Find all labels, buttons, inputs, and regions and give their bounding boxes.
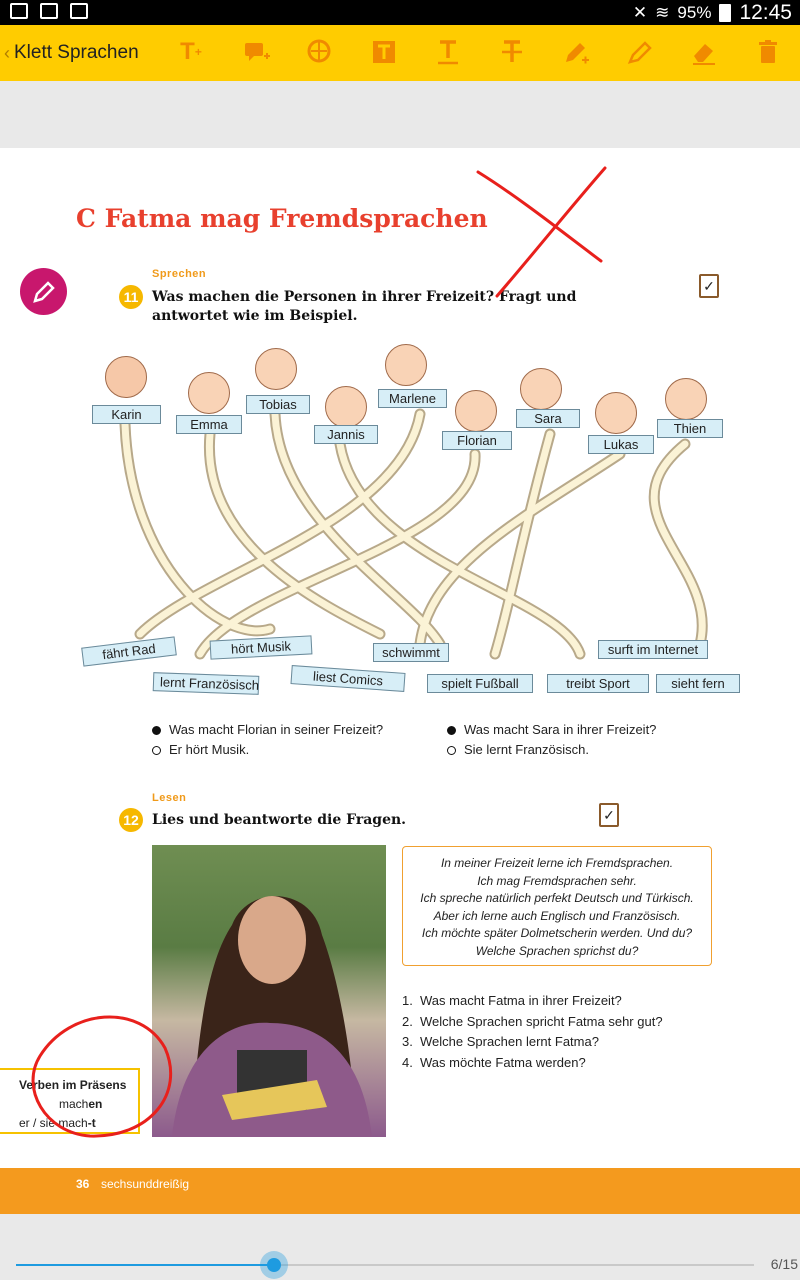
question-item: 3. Welche Sprachen lernt Fatma? [402, 1034, 599, 1049]
add-text-icon[interactable]: T + [180, 38, 202, 65]
mute-icon: ✕ [632, 3, 648, 22]
question-list [402, 991, 663, 1073]
open-bullet-icon [447, 746, 456, 755]
exercise-instruction: Was machen die Personen in ihrer Freizeit? Fragt und antwortet wie im Beispiel. [152, 289, 577, 324]
name-label-marlene: Marlene [378, 389, 447, 408]
underline-text-icon[interactable] [434, 38, 462, 66]
add-pen-icon[interactable] [562, 38, 590, 66]
dialog-answer: Er hört Musik. [169, 742, 250, 757]
add-comment-icon[interactable] [242, 38, 270, 66]
filled-bullet-icon [152, 726, 161, 735]
activity-faehrt-rad: fährt Rad [81, 636, 177, 666]
checklist-icon[interactable]: ✓ [599, 803, 619, 827]
example-dialog-sara [447, 720, 656, 760]
activity-lernt-franzoesisch: lernt Französisch [153, 672, 260, 695]
speech-line: Ich spreche natürlich perfekt Deutsch und Türkisch. [420, 891, 694, 905]
matching-illustration [80, 344, 740, 704]
annotation-toolbar [0, 25, 800, 81]
question-item: 1. Was macht Fatma in ihrer Freizeit? [402, 993, 622, 1008]
text-box-icon[interactable] [370, 38, 398, 66]
karin-face [105, 356, 147, 398]
exercise-instruction: Lies und beantworte die Fragen. [152, 812, 407, 828]
dialog-question: Was macht Sara in ihrer Freizeit? [464, 722, 657, 737]
activity-hoert-musik: hört Musik [210, 635, 313, 659]
speech-line: Welche Sprachen sprichst du? [475, 943, 639, 958]
page-slider-fill [16, 1264, 274, 1266]
activity-surft-im-internet: surft im Internet [598, 640, 708, 659]
example-dialog-florian [152, 720, 383, 760]
link-icon[interactable] [306, 38, 334, 66]
name-label-lukas: Lukas [588, 435, 654, 454]
speech-line: In meiner Freizeit lerne ich Fremdsprachen. [440, 856, 674, 870]
book-page[interactable] [0, 148, 800, 1214]
clipboard-notification-icon [70, 3, 88, 19]
speech-bubble [402, 846, 712, 966]
name-label-tobias: Tobias [246, 395, 310, 414]
marlene-face [385, 344, 427, 386]
sara-face [520, 368, 562, 410]
name-label-thien: Thien [657, 419, 723, 438]
emma-face [188, 372, 230, 414]
name-label-florian: Florian [442, 431, 512, 450]
exercise-number: 11 [119, 285, 143, 309]
filled-bullet-icon [447, 726, 456, 735]
question-item: 2. Welche Sprachen spricht Fatma sehr gut? [402, 1013, 663, 1029]
name-label-jannis: Jannis [314, 425, 378, 444]
florian-face [455, 390, 497, 432]
activity-sieht-fern: sieht fern [656, 674, 740, 693]
section-label-lesen: Lesen [152, 792, 187, 804]
battery-percent: 95% [677, 3, 712, 22]
open-bullet-icon [152, 746, 161, 755]
dialog-question: Was macht Florian in seiner Freizeit? [169, 722, 384, 737]
name-label-karin: Karin [92, 405, 161, 424]
eraser-icon[interactable] [690, 38, 718, 66]
activity-spielt-fussball: spielt Fußball [427, 674, 533, 693]
trash-icon[interactable] [754, 38, 782, 66]
battery-icon [719, 4, 731, 22]
grammar-box-title: Verben im Präsens [19, 1078, 127, 1092]
speech-line: Ich mag Fremdsprachen sehr. [477, 873, 637, 888]
page-number: 36 [76, 1177, 90, 1191]
thien-face [665, 378, 707, 420]
chevron-left-icon: ‹ [4, 42, 10, 63]
wifi-icon: ≋ [655, 3, 670, 22]
status-bar [0, 0, 800, 25]
email-notification-icon [10, 3, 28, 19]
question-item: 4. Was möchte Fatma werden? [402, 1054, 586, 1070]
checklist-icon[interactable]: ✓ [699, 274, 719, 298]
dialog-answer: Sie lernt Französisch. [464, 742, 589, 757]
page-navigator [0, 1214, 800, 1280]
name-label-emma: Emma [176, 415, 242, 434]
activity-treibt-sport: treibt Sport [547, 674, 649, 693]
section-label-sprechen: Sprechen [152, 268, 207, 280]
page-margin [0, 81, 800, 148]
strikethrough-text-icon[interactable] [498, 38, 526, 66]
lukas-face [595, 392, 637, 434]
page-slider[interactable] [16, 1264, 754, 1266]
gallery-notification-icon [40, 3, 58, 19]
page-footer [0, 1168, 800, 1214]
page-slider-thumb[interactable] [260, 1251, 288, 1279]
page-count: 6/15 [770, 1256, 798, 1272]
page-number-word: sechsunddreißig [101, 1177, 190, 1191]
exercise-number: 12 [119, 808, 143, 832]
activity-schwimmt: schwimmt [373, 643, 449, 662]
jannis-face [325, 386, 367, 428]
activity-liest-comics: liest Comics [290, 665, 405, 692]
name-label-sara: Sara [516, 409, 580, 428]
edit-pencil-icon[interactable] [20, 268, 67, 315]
chapter-title: C Fatma mag Fremdsprachen [76, 204, 488, 233]
back-button[interactable] [4, 25, 139, 81]
back-label: Klett Sprachen [14, 42, 139, 63]
tobias-face [255, 348, 297, 390]
speech-line: Aber ich lerne auch Englisch und Französisch. [433, 908, 681, 923]
grammar-box [0, 1068, 140, 1134]
photo-fatma [152, 845, 386, 1137]
grammar-third-person: er / sie mach-t [19, 1116, 96, 1130]
clock: 12:45 [739, 1, 792, 24]
speech-line: Ich möchte später Dolmetscherin werden. Und du? [421, 926, 693, 940]
highlighter-icon[interactable] [626, 38, 654, 66]
grammar-infinitive: machen [59, 1097, 103, 1111]
